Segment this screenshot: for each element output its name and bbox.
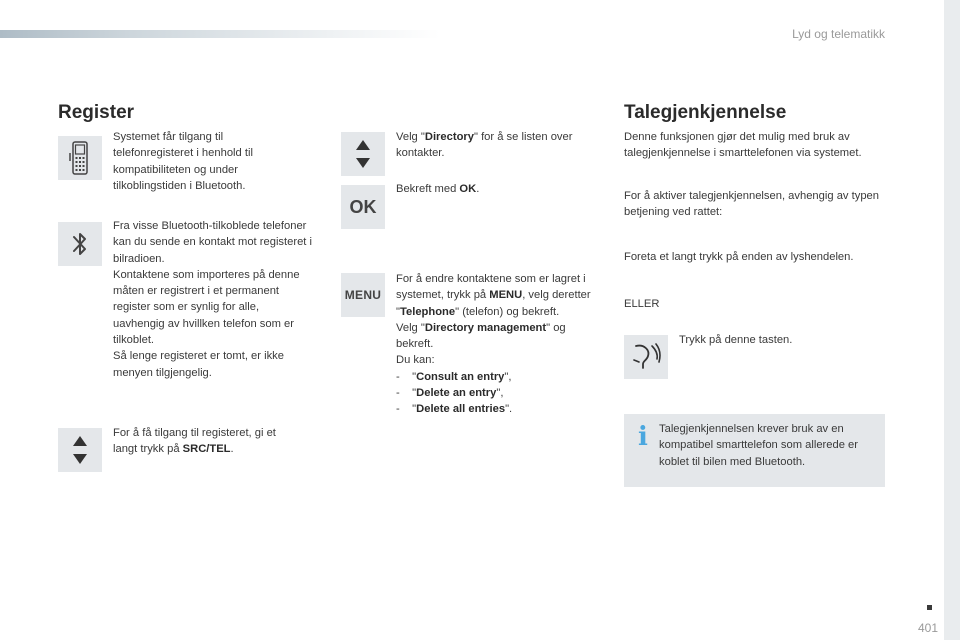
register-paragraph-3: For å få tilgang til registeret, gi et langt trykk på SRC/TEL. — [113, 427, 276, 456]
voice-title: Talegjenkjennelse — [624, 102, 787, 123]
info-text: Talegjenkjennelsen krever bruk av en kompatibel smarttelefon som allerede er koblet til bilen med Bluetooth. — [659, 423, 858, 468]
ok-key-label: OK — [349, 196, 377, 217]
voice-paragraph-3: Foreta et langt trykk på enden av lyshendelen. — [624, 251, 854, 263]
confirm-instruction: Bekreft med OK. — [396, 183, 480, 195]
option-delete-one: - "Delete an entry", — [396, 387, 504, 400]
up-down-arrows-icon — [353, 137, 373, 171]
register-paragraph-2: Fra visse Bluetooth-tilkoblede telefoner kan du sende en kontakt mot registeret i bilradioen. Kontaktene som importeres på denne måten er registrert i et permanent register som er synlig for alle, uavhengig av hvillken telefon som er tilkoblet. Så lenge registeret er tomt, er ikke menyen tilgjengelig. — [113, 220, 313, 379]
header-gradient-bar — [0, 30, 440, 38]
voice-command-icon — [630, 342, 662, 372]
page-marker — [927, 605, 932, 610]
voice-paragraph-4: Trykk på denne tasten. — [679, 334, 793, 346]
phone-icon — [69, 141, 91, 175]
phone-tile — [58, 136, 102, 180]
bluetooth-icon — [70, 229, 90, 259]
edit-contacts-instruction: For å endre kontaktene som er lagret i systemet, trykk på MENU, velg deretter "Telephone" (telefon) og bekreft. Velg "Directory management" og bekreft. Du kan: - "Consult an entry", - "Delete an entry", - "Delete all entries". — [396, 271, 602, 418]
ok-key-tile — [341, 185, 385, 229]
section-header: Lyd og telematikk — [792, 27, 885, 41]
voice-paragraph-1: Denne funksjonen gjør det mulig med bruk av talegjenkjennelse i smarttelefonen via systemet. — [624, 131, 862, 160]
right-margin-strip — [944, 0, 960, 640]
up-down-arrows-icon — [70, 433, 90, 467]
register-paragraph-1: Systemet får tilgang til telefonregisteret i henhold til kompatibiliteten og under tilkoblingstiden i Bluetooth. — [113, 131, 253, 192]
voice-paragraph-2: For å aktiver talegjenkjennelsen, avhengig av typen betjening ved rattet: — [624, 190, 879, 219]
up-down-arrows-tile-middle — [341, 132, 385, 176]
page-number: 401 — [917, 621, 938, 635]
register-title: Register — [58, 102, 135, 123]
voice-key-tile — [624, 335, 668, 379]
menu-key-label: MENU — [344, 288, 382, 302]
voice-or: ELLER — [624, 298, 660, 310]
info-box — [624, 414, 885, 487]
option-consult: - "Consult an entry", — [396, 370, 512, 383]
info-icon: i — [638, 422, 648, 452]
up-down-arrows-tile-left — [58, 428, 102, 472]
bluetooth-tile — [58, 222, 102, 266]
menu-key-tile — [341, 273, 385, 317]
directory-instruction: Velg "Directory" for å se listen over kontakter. — [396, 131, 573, 160]
option-delete-all: - "Delete all entries". — [396, 403, 513, 416]
